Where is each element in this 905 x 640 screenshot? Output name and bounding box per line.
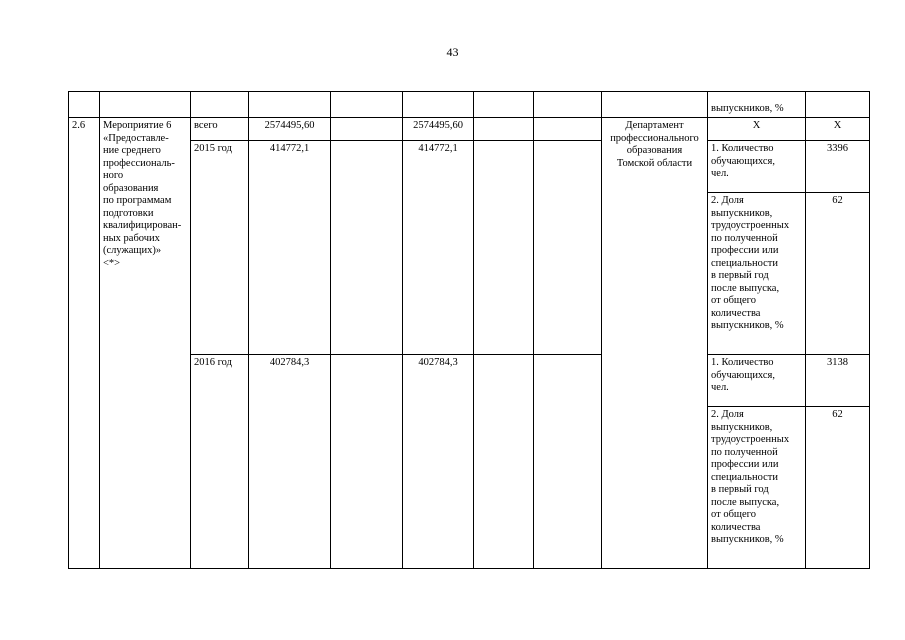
period-label: всего [191,118,249,141]
cell-empty [331,92,403,118]
cell-empty [534,355,602,569]
cell-empty [191,92,249,118]
budget-sum: 402784,3 [403,355,474,569]
table-row-total [69,118,870,141]
cell-empty [100,92,191,118]
indicator-value: 3396 [806,141,870,193]
indicator-value: 3138 [806,355,870,407]
continuation-row [69,92,870,118]
cell-empty [474,141,534,355]
row-number: 2.6 [69,118,100,569]
budget-sum: 2574495,60 [403,118,474,141]
cell-empty [534,92,602,118]
indicator-value: 62 [806,193,870,355]
cell-empty [534,118,602,141]
cell-empty [474,92,534,118]
cell-empty [331,355,403,569]
total-sum: 2574495,60 [249,118,331,141]
indicator-cell: выпускников, % [708,92,806,118]
indicator-name: 2. Доля выпускников, трудоустроенных по полученной профессии или специальности в первый год после выпуска, от общего количества выпускников, % [708,193,806,355]
indicator-value: 62 [806,407,870,569]
executor: Департамент профессионального образования Томской области [602,118,708,569]
indicator-name: 2. Доля выпускников, трудоустроенных по полученной профессии или специальности в первый год после выпуска, от общего количества выпускников, % [708,407,806,569]
cell-empty [331,118,403,141]
cell-empty [331,141,403,355]
cell-empty [474,355,534,569]
cell-empty [534,141,602,355]
cell-empty [249,92,331,118]
budget-sum: 414772,1 [403,141,474,355]
indicator-name: X [708,118,806,141]
indicator-value: X [806,118,870,141]
cell-empty [602,92,708,118]
measure-name: Мероприятие 6 «Предоставле- ние среднего профессиональ- ного образования по программам подготовки квалифицирован- ных рабочих (служащих)» <*> [100,118,191,569]
cell-empty [474,118,534,141]
cell-empty [403,92,474,118]
total-sum: 402784,3 [249,355,331,569]
page-number: 43 [446,45,459,59]
indicator-name: 1. Количество обучающихся, чел. [708,141,806,193]
period-label: 2016 год [191,355,249,569]
program-table [68,91,870,569]
period-label: 2015 год [191,141,249,355]
total-sum: 414772,1 [249,141,331,355]
cell-empty [69,92,100,118]
indicator-name: 1. Количество обучающихся, чел. [708,355,806,407]
cell-empty [806,92,870,118]
